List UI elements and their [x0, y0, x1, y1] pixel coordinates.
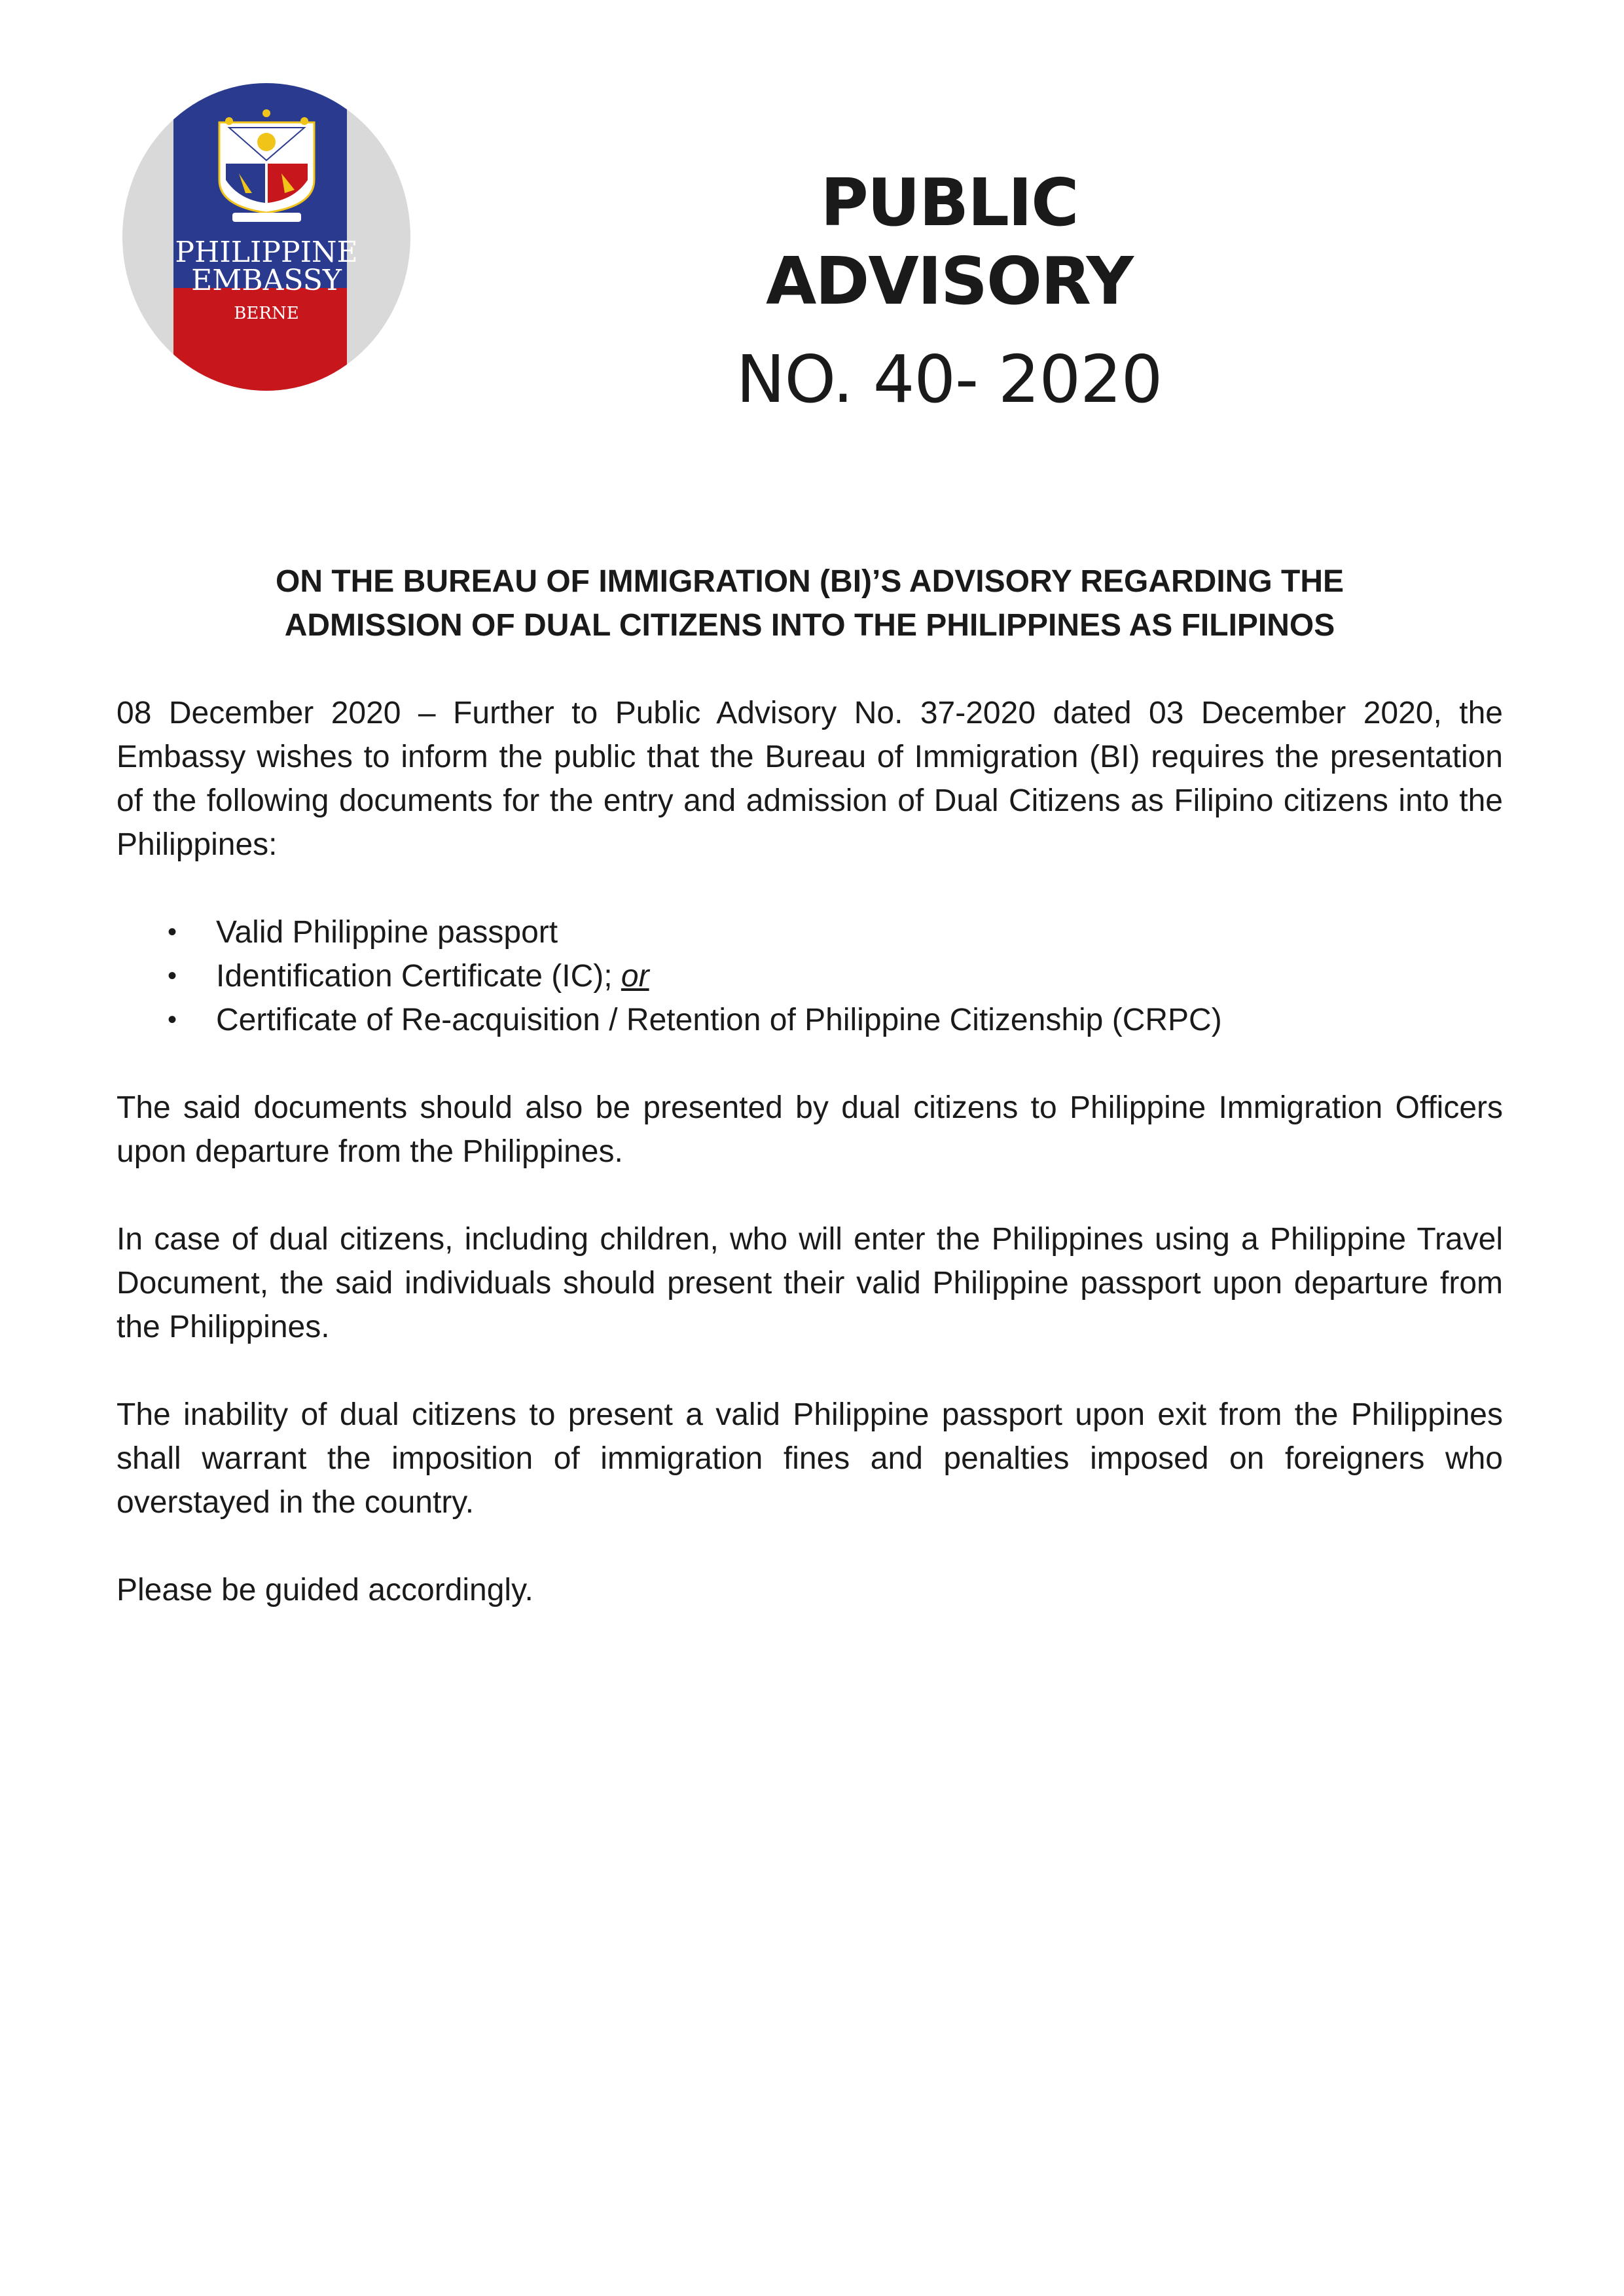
- advisory-number: NO. 40- 2020: [736, 341, 1163, 418]
- list-item-text: Certificate of Re-acquisition / Retention of Philippine Citizenship (CRPC): [216, 1003, 1222, 1037]
- embassy-logo-graphic: [121, 82, 412, 393]
- departure-paragraph: The said documents should also be presented by dual citizens to Philippine Immigration Officers upon departure from the Philippines.: [117, 1090, 1503, 1169]
- advisory-body: [117, 560, 1503, 1656]
- intro-paragraph: 08 December 2020 – Further to Public Advisory No. 37-2020 dated 03 December 2020, the Embassy wishes to inform the public that the Bureau of Immigration (BI) requires the presentation of the following documents for the entry and admission of Dual Citizens as Filipino citizens into the Philippines:: [117, 696, 1503, 862]
- list-item: [117, 998, 1503, 1042]
- bullet-icon: •: [168, 961, 177, 990]
- advisory-header: [628, 164, 1270, 419]
- logo-line1: PHILIPPINE: [175, 236, 358, 269]
- required-documents-list: [117, 910, 1503, 1042]
- advisory-subject: [117, 560, 1503, 647]
- subject-line-1: ON THE BUREAU OF IMMIGRATION (BI)’S ADVISORY REGARDING THE: [275, 564, 1344, 599]
- penalties-paragraph: The inability of dual citizens to present a valid Philippine passport upon exit from the Philippines shall warrant the imposition of immigration fines and penalties imposed on foreigners who overstayed in the country.: [117, 1397, 1503, 1520]
- list-item-text: Identification Certificate (IC);: [216, 959, 621, 994]
- logo-line2: EMBASSY: [191, 264, 342, 297]
- list-item-text: Valid Philippine passport: [216, 915, 558, 950]
- list-item-or: or: [621, 959, 649, 994]
- bullet-icon: •: [168, 1005, 177, 1034]
- logo-line3: BERNE: [234, 304, 299, 323]
- list-item: [117, 910, 1503, 954]
- travel-document-paragraph: In case of dual citizens, including children, who will enter the Philippines using a Philippine Travel Document, the said individuals should present their valid Philippine passport upon departure from the Philippines.: [117, 1222, 1503, 1344]
- list-item: [117, 954, 1503, 998]
- bullet-icon: •: [168, 918, 177, 946]
- closing-line: Please be guided accordingly.: [117, 1573, 533, 1607]
- embassy-logo: [121, 82, 412, 393]
- advisory-title: PUBLIC ADVISORY: [766, 164, 1132, 319]
- subject-line-2: ADMISSION OF DUAL CITIZENS INTO THE PHILIPPINES AS FILIPINOS: [284, 608, 1335, 643]
